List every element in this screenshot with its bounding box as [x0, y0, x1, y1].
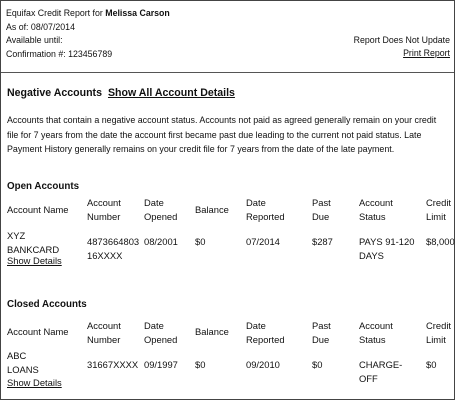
col-date-opened: Date Opened — [144, 320, 178, 345]
show-all-details-link[interactable]: Show All Account Details — [107, 87, 235, 99]
balance: $0 — [195, 359, 206, 370]
past-due: $0 — [312, 359, 323, 370]
negative-accounts-heading — [7, 87, 235, 99]
date-reported: 09/2010 — [246, 359, 280, 370]
col-account-name: Account Name — [7, 204, 69, 215]
col-credit-limit: Credit Limit — [426, 320, 452, 345]
customer-name: Melissa Carson — [105, 8, 170, 18]
col-account-number: Account Number — [87, 320, 121, 345]
past-due: $287 — [312, 236, 333, 247]
section-title: Negative Accounts — [7, 87, 102, 99]
col-past-due: Past Due — [312, 320, 331, 345]
section-description: Accounts that contain a negative account status. Accounts not paid as agreed generally remain on your credit file for 7 years from the date the account first became past due leading to the current not paid status. Late Payment History generally remains on your credit file for 7 years from the date of the late payment. — [7, 115, 437, 154]
col-balance: Balance — [195, 326, 229, 337]
credit-limit: $8,000 — [426, 236, 455, 247]
col-account-number: Account Number — [87, 197, 121, 222]
report-title — [6, 7, 450, 21]
balance: $0 — [195, 236, 206, 247]
col-balance: Balance — [195, 204, 229, 215]
col-date-reported: Date Reported — [246, 320, 285, 345]
col-account-name: Account Name — [7, 326, 69, 337]
col-account-status: Account Status — [359, 197, 393, 222]
report-title-prefix: Equifax Credit Report for — [6, 8, 106, 18]
show-details-link[interactable]: Show Details — [7, 377, 62, 388]
account-status: PAYS 91-120 DAYS — [359, 236, 415, 261]
available-until: Available until: — [6, 35, 63, 45]
account-number: 4873664803 16XXXX — [87, 236, 140, 261]
account-name: XYZ BANKCARD — [7, 230, 60, 255]
report-header — [6, 7, 450, 61]
account-status: CHARGE-OFF — [359, 359, 403, 384]
credit-limit: $0 — [426, 359, 437, 370]
date-reported: 07/2014 — [246, 236, 280, 247]
as-of-date: As of: 08/07/2014 — [6, 21, 75, 32]
closed-accounts-heading: Closed Accounts — [7, 299, 87, 310]
col-credit-limit: Credit Limit — [426, 197, 452, 222]
header-divider — [1, 72, 454, 73]
col-date-opened: Date Opened — [144, 197, 178, 222]
account-number: 31667XXXX — [87, 359, 139, 370]
no-update-notice: Report Does Not Update — [353, 35, 450, 45]
date-opened: 09/1997 — [144, 359, 178, 370]
account-name: ABC LOANS — [7, 350, 39, 375]
open-accounts-heading: Open Accounts — [7, 181, 80, 192]
col-account-status: Account Status — [359, 320, 393, 345]
print-report-link[interactable]: Print Report — [403, 48, 450, 58]
date-opened: 08/2001 — [144, 236, 178, 247]
show-details-link[interactable]: Show Details — [7, 255, 62, 266]
col-past-due: Past Due — [312, 197, 331, 222]
confirmation-number: Confirmation #: 123456789 — [6, 48, 113, 59]
col-date-reported: Date Reported — [246, 197, 285, 222]
